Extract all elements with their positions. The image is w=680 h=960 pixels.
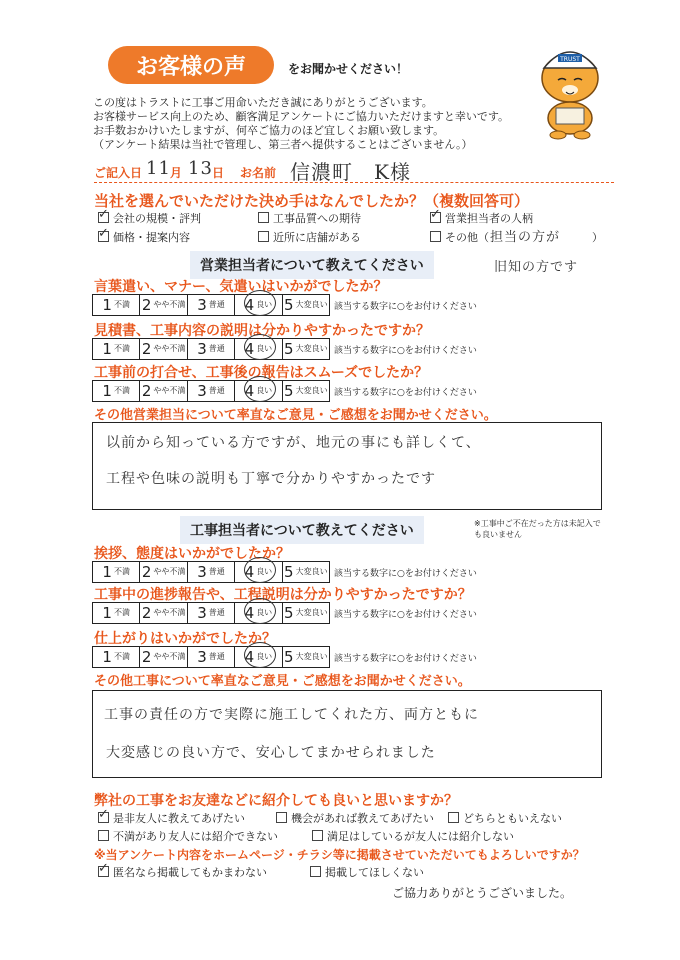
scale-hint: 該当する数字に○をお付けください	[334, 346, 477, 356]
construction-q1: 挨拶、態度はいかがでしたか？	[94, 546, 290, 562]
reason-question: 当社を選んでいただけた決め手はなんでしたか？（複数回答可）	[94, 192, 530, 210]
rating-number: 1	[102, 382, 112, 400]
reason-option-6[interactable]	[430, 229, 489, 245]
rating-option-5[interactable]	[283, 603, 329, 623]
rating-number: 4	[244, 563, 255, 581]
rating-scale-construction-q1[interactable]	[92, 561, 330, 583]
rating-scale-sales-q2[interactable]	[92, 338, 330, 360]
rating-number: 4	[244, 340, 255, 358]
rating-label: 不満	[113, 386, 130, 395]
sales-comment-question: その他営業担当について率直なご意見・ご感想をお聞かせください。	[94, 408, 497, 423]
construction-comment-line-2: 大変感じの良い方で、安心してまかせられました	[106, 745, 436, 761]
rating-label: 普通	[208, 608, 225, 617]
referral-option-2[interactable]	[276, 810, 434, 826]
option-label: 価格・提案内容	[113, 231, 190, 244]
rating-label: 普通	[208, 300, 225, 309]
rating-scale-construction-q3[interactable]	[92, 646, 330, 668]
rating-scale-construction-q2[interactable]	[92, 602, 330, 624]
rating-option-5[interactable]	[283, 381, 329, 401]
option-label: 工事品質への期待	[273, 212, 361, 225]
option-label: 是非友人に教えてあげたい	[113, 812, 245, 825]
intro-line-3: お手数おかけいたしますが、何卒ご協力のほど宜しくお願い致します。	[93, 124, 445, 137]
referral-option-5[interactable]	[312, 828, 514, 844]
rating-option-1[interactable]	[93, 562, 140, 582]
selected-rating-circle	[244, 376, 276, 402]
publish-option-1[interactable]	[98, 864, 267, 880]
rating-number: 3	[197, 563, 207, 581]
name-label: お名前	[240, 166, 277, 180]
survey-title-pill	[108, 46, 274, 84]
selected-rating-circle	[244, 557, 276, 583]
rating-number: 4	[244, 648, 255, 666]
rating-number: 1	[102, 340, 112, 358]
rating-label: 良い	[256, 608, 273, 617]
month-label: 月	[170, 166, 183, 180]
checkbox[interactable]	[98, 812, 109, 823]
referral-option-1[interactable]	[98, 810, 245, 826]
rating-label: やや不満	[153, 652, 186, 661]
rating-label: 不満	[113, 344, 130, 353]
rating-number: 2	[141, 296, 152, 314]
sales-comment-line-2: 工程や色味の説明も丁寧で分かりやすかったです	[106, 471, 436, 487]
rating-number: 1	[102, 296, 112, 314]
rating-label: 良い	[256, 652, 273, 661]
rating-option-3[interactable]	[188, 647, 235, 667]
rating-number: 5	[284, 382, 294, 400]
checkbox[interactable]	[430, 212, 441, 223]
sales-section-title: 営業担当者について教えてください	[190, 251, 434, 279]
rating-option-2[interactable]	[140, 562, 187, 582]
rating-option-2[interactable]	[140, 647, 187, 667]
rating-label: 普通	[208, 386, 225, 395]
sales-q2: 見積書、工事内容の説明は分かりやすかったですか？	[94, 323, 430, 339]
rating-option-1[interactable]	[93, 339, 140, 359]
rating-number: 4	[244, 296, 255, 314]
rating-label: 不満	[113, 608, 130, 617]
option-label: その他（	[445, 231, 489, 244]
construction-comment-line-1: 工事の責任の方で実際に施工してくれた方、両方ともに	[104, 707, 479, 723]
checkbox[interactable]	[98, 830, 109, 841]
rating-number: 1	[102, 604, 112, 622]
scale-hint: 該当する数字に○をお付けください	[334, 610, 477, 620]
checkbox[interactable]	[310, 866, 321, 877]
rating-number: 3	[197, 604, 207, 622]
option-label: 営業担当者の人柄	[445, 212, 533, 225]
rating-option-1[interactable]	[93, 381, 140, 401]
checkbox[interactable]	[276, 812, 287, 823]
reason-other-text-2[interactable]: 旧知の方です	[494, 260, 579, 275]
option-label: 掲載してほしくない	[325, 866, 424, 879]
rating-number: 1	[102, 648, 112, 666]
option-label: どちらともいえない	[463, 812, 562, 825]
rating-label: やや不満	[153, 344, 186, 353]
rating-scale-sales-q1[interactable]	[92, 294, 330, 316]
rating-label: 大変良い	[295, 567, 328, 576]
rating-option-2[interactable]	[140, 381, 187, 401]
rating-label: 大変良い	[295, 300, 328, 309]
rating-option-5[interactable]	[283, 647, 329, 667]
day-label: 日	[212, 166, 225, 180]
date-day[interactable]: 13	[188, 158, 213, 179]
rating-label: 普通	[208, 567, 225, 576]
intro-line-1: この度はトラストに工事ご用命いただき誠にありがとうございます。	[93, 96, 433, 109]
reason-option-1[interactable]	[98, 210, 201, 226]
reason-option-3[interactable]	[430, 210, 533, 226]
date-name-row	[94, 160, 614, 183]
reason-option-4[interactable]	[98, 229, 190, 245]
tiger-mascot-icon	[530, 40, 610, 140]
rating-label: やや不満	[153, 608, 186, 617]
referral-option-4[interactable]	[98, 828, 278, 844]
rating-option-1[interactable]	[93, 295, 140, 315]
rating-label: 不満	[113, 567, 130, 576]
mascot-cap-text: TRUST	[560, 56, 580, 63]
sales-comment-line-1: 以前から知っている方ですが、地元の事にも詳しくて、	[106, 435, 481, 451]
checkbox[interactable]	[312, 830, 323, 841]
option-label: 近所に店舗がある	[273, 231, 361, 244]
reason-option-2[interactable]	[258, 210, 361, 226]
rating-option-2[interactable]	[140, 603, 187, 623]
rating-number: 2	[141, 382, 152, 400]
rating-label: やや不満	[153, 567, 186, 576]
selected-rating-circle	[244, 598, 276, 624]
referral-option-3[interactable]	[448, 810, 562, 826]
date-month[interactable]: 11	[146, 158, 171, 179]
rating-option-3[interactable]	[188, 339, 235, 359]
rating-option-1[interactable]	[93, 603, 140, 623]
rating-label: 大変良い	[295, 608, 328, 617]
intro-line-4: （アンケート結果は当社で管理し、第三者へ提供することはございません。）	[93, 138, 473, 151]
survey-title: お客様の声	[135, 54, 246, 80]
construction-q2: 工事中の進捗報告や、工程説明は分かりやすかったですか？	[94, 587, 472, 603]
intro-line-2: お客様サービス向上のため、顧客満足アンケートにご協力いただけますと幸いです。	[93, 110, 510, 123]
rating-number: 2	[141, 648, 152, 666]
checkbox[interactable]	[258, 212, 269, 223]
rating-label: 大変良い	[295, 344, 328, 353]
option-label: 満足はしているが友人には紹介しない	[327, 830, 514, 843]
rating-label: 普通	[208, 652, 225, 661]
rating-option-5[interactable]	[283, 295, 329, 315]
rating-number: 3	[197, 382, 207, 400]
rating-number: 3	[197, 296, 207, 314]
construction-note: ※工事中ご不在だった方は未記入でも良いません	[474, 519, 601, 539]
checkbox[interactable]	[98, 231, 109, 242]
checkbox[interactable]	[258, 231, 269, 242]
rating-number: 4	[244, 382, 255, 400]
name-value[interactable]: 信濃町 K様	[290, 160, 411, 184]
reason-other-text-1[interactable]: 担当の方が	[490, 230, 561, 245]
selected-rating-circle	[244, 290, 276, 316]
rating-option-2[interactable]	[140, 295, 187, 315]
rating-number: 5	[284, 296, 294, 314]
scale-hint: 該当する数字に○をお付けください	[334, 654, 477, 664]
publish-option-2[interactable]	[310, 864, 424, 880]
rating-label: 大変良い	[295, 652, 328, 661]
option-label: 機会があれば教えてあげたい	[291, 812, 434, 825]
checkbox[interactable]	[448, 812, 459, 823]
survey-title-suffix: をお聞かせください！	[288, 62, 409, 76]
rating-number: 5	[284, 604, 294, 622]
rating-option-2[interactable]	[140, 339, 187, 359]
rating-option-3[interactable]	[188, 603, 235, 623]
construction-section-title: 工事担当者について教えてください	[180, 516, 424, 544]
rating-number: 1	[102, 563, 112, 581]
rating-number: 3	[197, 340, 207, 358]
rating-label: 普通	[208, 344, 225, 353]
rating-label: 良い	[256, 386, 273, 395]
footer-thanks: ご協力ありがとうございました。	[392, 886, 573, 900]
rating-option-3[interactable]	[188, 295, 235, 315]
publish-question: ※当アンケート内容をホームページ・チラシ等に掲載させていただいてもよろしいですか？	[94, 848, 585, 862]
option-label: 匿名なら掲載してもかまわない	[113, 866, 267, 879]
rating-label: 大変良い	[295, 386, 328, 395]
rating-label: 不満	[113, 652, 130, 661]
reason-other-close: ）	[592, 231, 603, 244]
scale-hint: 該当する数字に○をお付けください	[334, 388, 477, 398]
rating-label: 不満	[113, 300, 130, 309]
checkbox[interactable]	[98, 212, 109, 223]
rating-scale-sales-q3[interactable]	[92, 380, 330, 402]
sales-q1: 言葉遣い、マナー、気遣いはいかがでしたか？	[94, 279, 388, 295]
rating-number: 2	[141, 340, 152, 358]
scale-hint: 該当する数字に○をお付けください	[334, 569, 477, 579]
rating-option-3[interactable]	[188, 381, 235, 401]
reason-option-5[interactable]	[258, 229, 361, 245]
rating-option-3[interactable]	[188, 562, 235, 582]
construction-q3: 仕上がりはいかがでしたか？	[94, 631, 276, 647]
rating-number: 4	[244, 604, 255, 622]
rating-option-5[interactable]	[283, 562, 329, 582]
rating-label: やや不満	[153, 386, 186, 395]
scale-hint: 該当する数字に○をお付けください	[334, 302, 477, 312]
sales-q3: 工事前の打合せ、工事後の報告はスムーズでしたか？	[94, 365, 429, 381]
rating-label: 良い	[256, 567, 273, 576]
construction-comment-question: その他工事について率直なご意見・ご感想をお聞かせください。	[94, 674, 471, 689]
referral-question: 弊社の工事をお友達などに紹介しても良いと思いますか？	[94, 793, 458, 809]
selected-rating-circle	[244, 334, 276, 360]
rating-option-5[interactable]	[283, 339, 329, 359]
checkbox[interactable]	[430, 231, 441, 242]
option-label: 不満があり友人には紹介できない	[113, 830, 278, 843]
rating-label: 良い	[256, 344, 273, 353]
option-label: 会社の規模・評判	[113, 212, 201, 225]
rating-number: 2	[141, 604, 152, 622]
rating-number: 5	[284, 340, 294, 358]
selected-rating-circle	[244, 642, 276, 668]
checkbox[interactable]	[98, 866, 109, 877]
rating-option-1[interactable]	[93, 647, 140, 667]
rating-label: 良い	[256, 300, 273, 309]
rating-number: 2	[141, 563, 152, 581]
rating-number: 3	[197, 648, 207, 666]
rating-number: 5	[284, 563, 294, 581]
rating-label: やや不満	[153, 300, 186, 309]
date-label: ご記入日	[94, 166, 143, 180]
rating-number: 5	[284, 648, 294, 666]
